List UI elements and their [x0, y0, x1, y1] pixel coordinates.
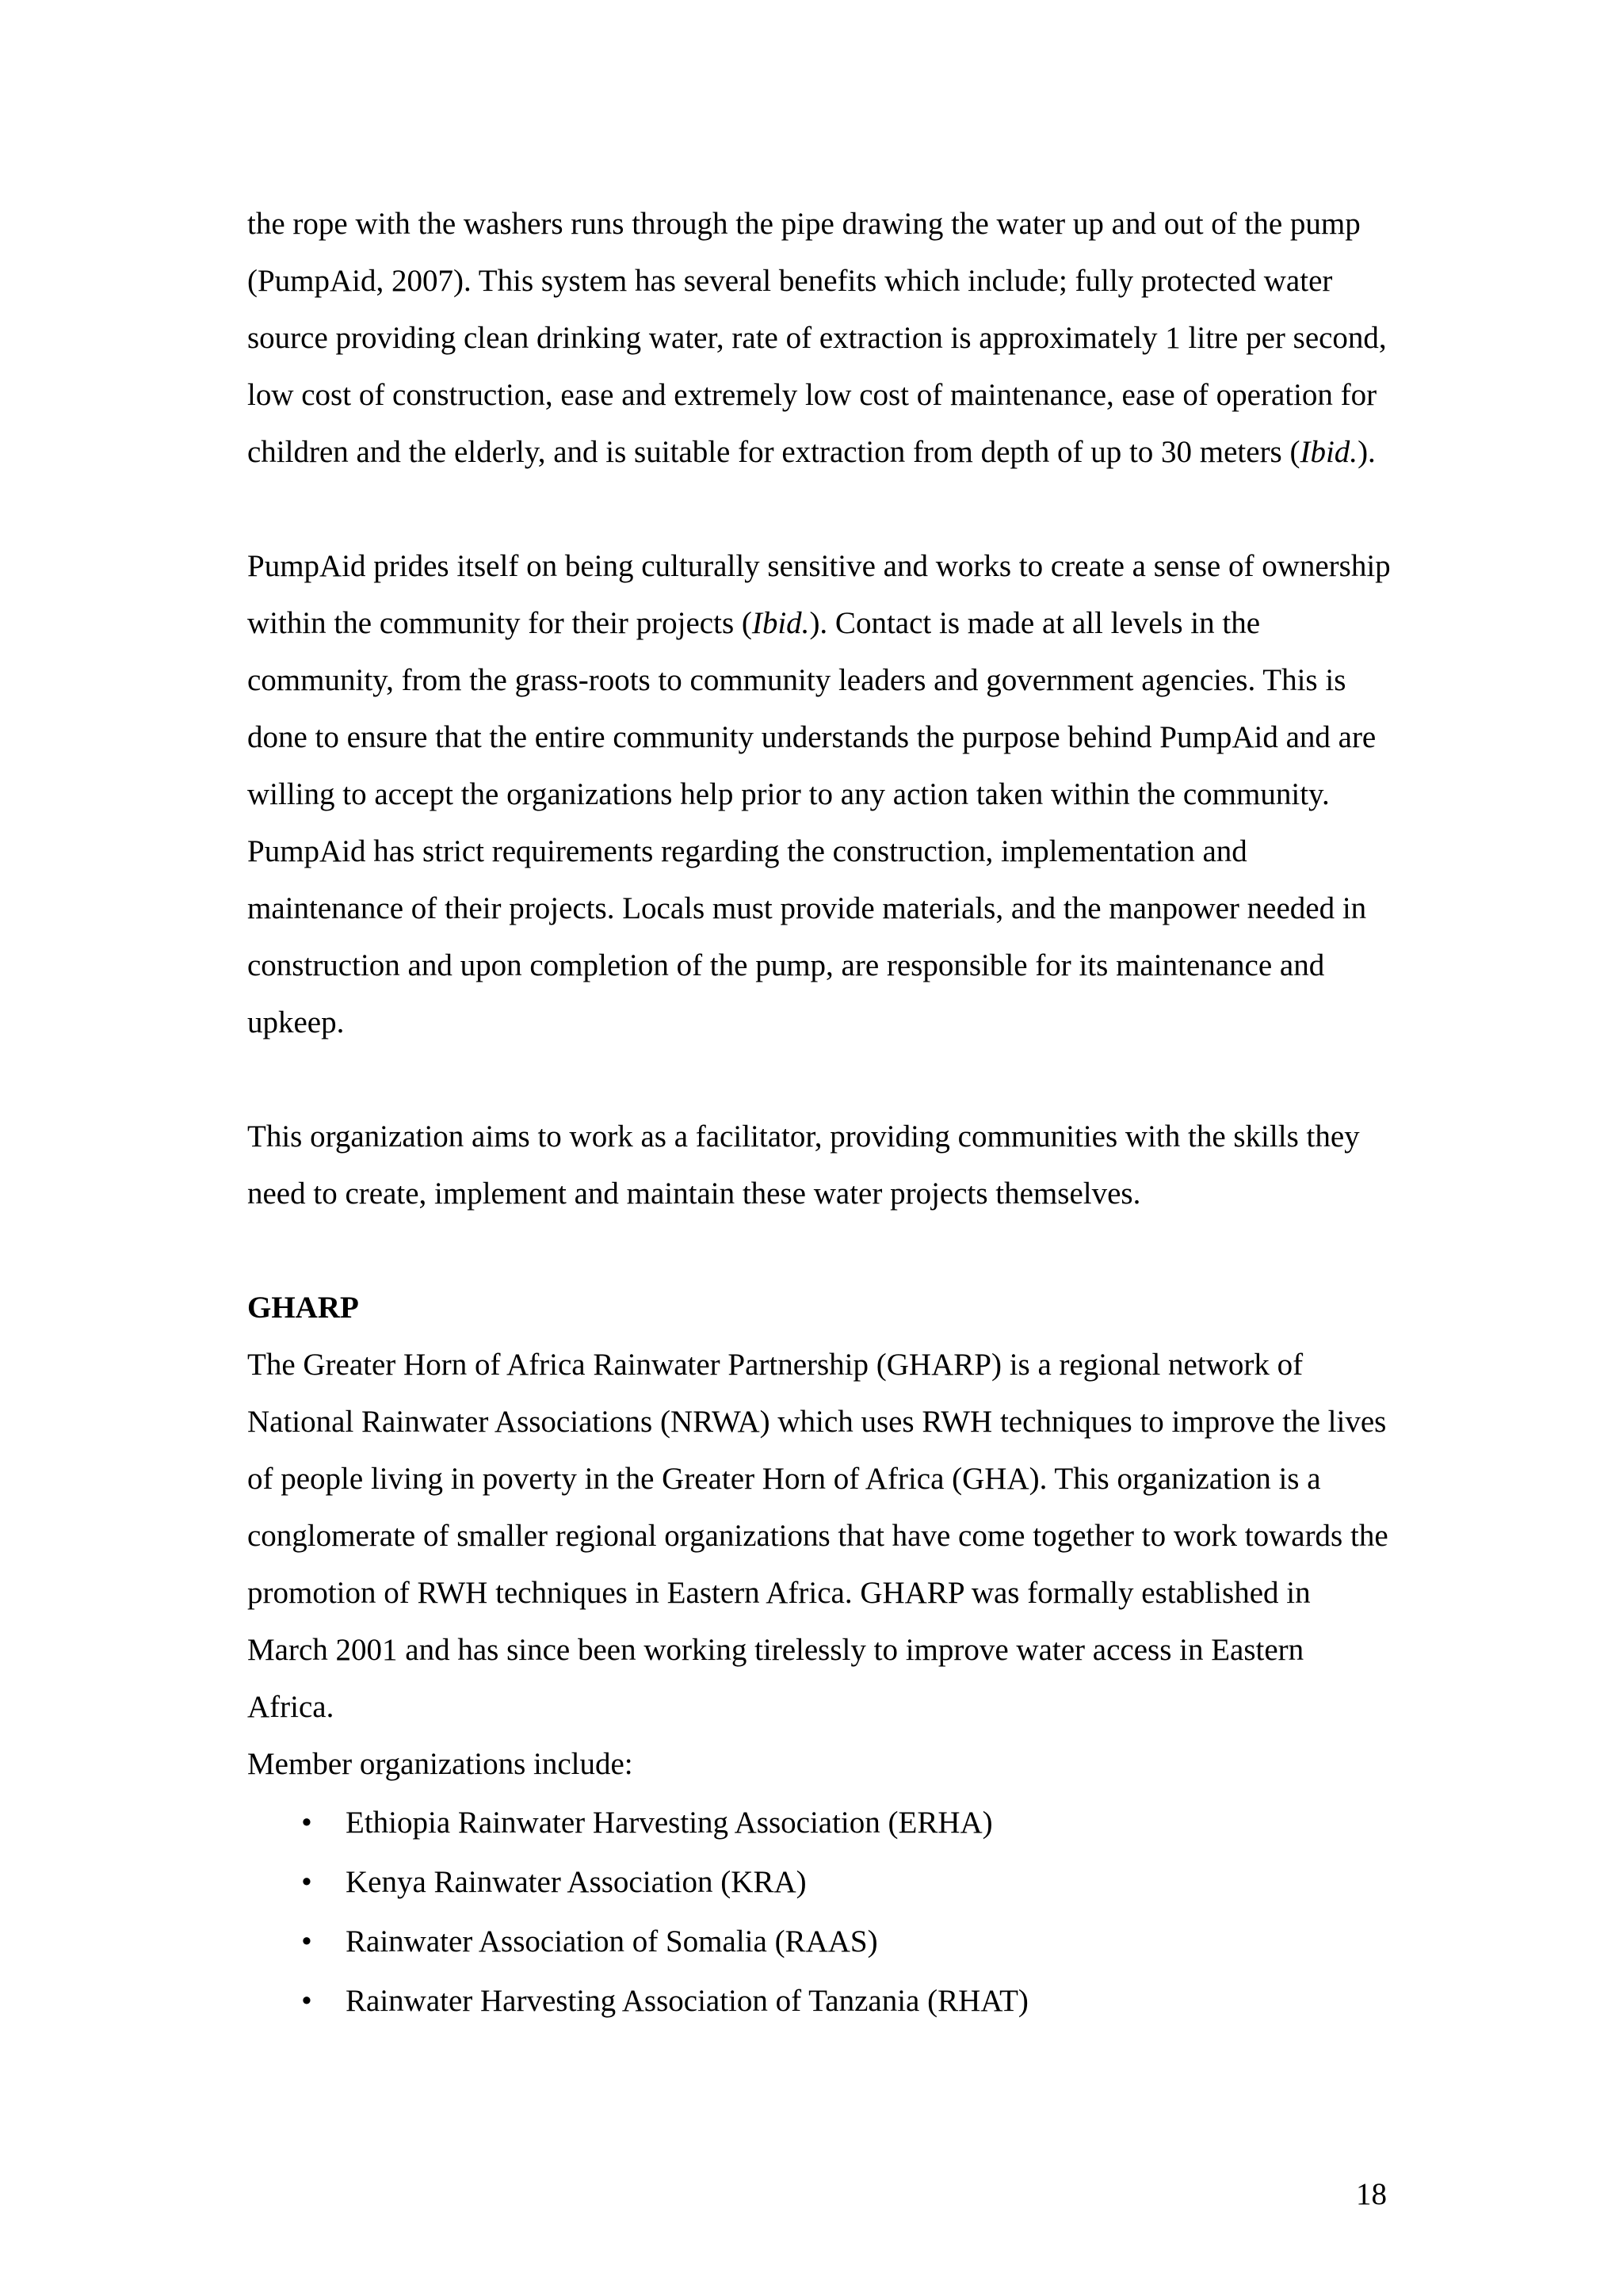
paragraph-gharp-description: The Greater Horn of Africa Rainwater Partnership (GHARP) is a regional network of National Rainwater Associations (NRWA) which uses RWH techniques to improve the lives of people living in poverty in the Greater Horn of Africa (GHA). This organization is a conglomerate of smaller regional organizations that have come together to work towards the promotion of RWH techniques in Eastern Africa. GHARP was formally established in March 2001 and has since been working tirelessly to improve water access in Eastern Africa.: [247, 1348, 1388, 1724]
document-body: [247, 196, 1392, 2031]
page-number: 18: [1356, 2177, 1387, 2211]
member-organizations-list: [247, 1793, 1392, 2031]
list-item: [247, 1852, 1392, 1912]
ibid-citation: Ibid.: [1300, 435, 1358, 469]
bullet-icon: •: [301, 1984, 312, 2018]
bullet-icon: •: [301, 1924, 312, 1958]
paragraph-facilitator: This organization aims to work as a facilitator, providing communities with the skills they need to create, implement and maintain these water projects themselves.: [247, 1119, 1360, 1211]
section-heading-gharp: GHARP: [247, 1291, 359, 1325]
paragraph-pumpaid-community: [247, 538, 1392, 1051]
paragraph-text: ).: [1358, 435, 1376, 469]
member-list-intro: Member organizations include:: [247, 1747, 633, 1781]
list-item-text: Rainwater Association of Somalia (RAAS): [346, 1924, 878, 1958]
paragraph-rope-pump-benefits: [247, 196, 1392, 481]
paragraph-text: PumpAid prides itself on being culturally sensitive and works to create a sense of ownership within the community for their projects (: [247, 549, 1391, 640]
list-item-text: Rainwater Harvesting Association of Tanzania (RHAT): [346, 1984, 1029, 2018]
list-item-text: Ethiopia Rainwater Harvesting Association (ERHA): [346, 1806, 993, 1840]
bullet-icon: •: [301, 1806, 312, 1840]
list-item: [247, 1912, 1392, 1971]
list-item: [247, 1971, 1392, 2031]
paragraph-text: the rope with the washers runs through the pipe drawing the water up and out of the pump (PumpAid, 2007). This system has several benefits which include; fully protected water source providing clean drinking water, rate of extraction is approximately 1 litre per second, low cost of construction, ease and extremely low cost of maintenance, ease of operation for children and the elderly, and is suitable for extraction from depth of up to 30 meters (: [247, 207, 1387, 469]
ibid-citation: Ibid.: [751, 606, 810, 640]
bullet-icon: •: [301, 1865, 312, 1899]
paragraph-text: ). Contact is made at all levels in the community, from the grass-roots to community leaders and government agencies. This is done to ensure that the entire community understands the purpose behind PumpAid and are willing to accept the organizations help prior to any action taken within the community. PumpAid has strict requirements regarding the construction, implementation and maintenance of their projects. Locals must provide materials, and the manpower needed in construction and upon completion of the pump, are responsible for its maintenance and upkeep.: [247, 606, 1377, 1039]
list-item-text: Kenya Rainwater Association (KRA): [346, 1865, 807, 1899]
list-item: [247, 1793, 1392, 1852]
